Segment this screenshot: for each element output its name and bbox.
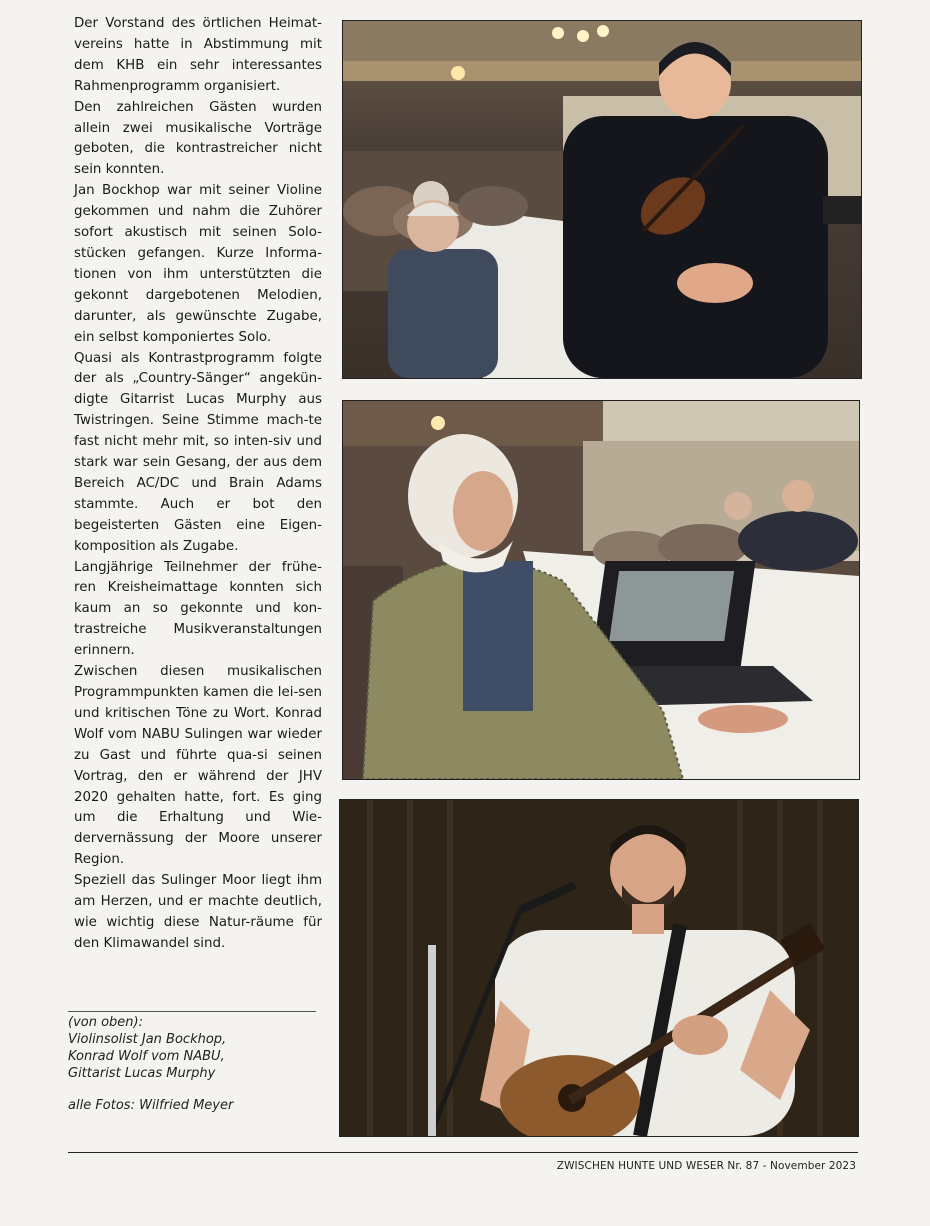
article-paragraph: Der Vorstand des örtlichen Heimat-vereins hatte in Abstimmung mit dem KHB ein sehr interessantes Rahmenprogramm organisiert. xyxy=(74,16,322,94)
caption-line: Konrad Wolf vom NABU, xyxy=(68,1049,225,1064)
article-paragraph: Quasi als Kontrastprogramm folgte der als „Country-Sänger“ angekün-digte Gitarrist Lucas Murphy aus Twistringen. Seine Stimme mach-te fast nicht mehr mit, so inten-siv und stark war sein Gesang, der aus dem Bereich AC/DC und Brain Adams stammte. Auch er bot den begeisterten Gästen eine Eigen-komposition als Zugabe. xyxy=(74,350,322,554)
photo-violinist xyxy=(342,20,862,379)
article-paragraph: Jan Bockhop war mit seiner Violine gekommen und nahm die Zuhörer sofort akustisch mit seinen Solo-stücken gefangen. Kurze Informa-tionen von ihm unterstützten die gekonnt dargebotenen Melodien, darunter, als gewünschte Zugabe, ein selbst komponiertes Solo. xyxy=(74,183,322,345)
article-paragraph: Speziell das Sulinger Moor liegt ihm am Herzen, und er machte deutlich, wie wichtig diese Natur-räume für den Klimawandel sind. xyxy=(74,873,322,951)
article-paragraph: Langjährige Teilnehmer der frühe-ren Kreisheimattage konnten sich kaum an so gekonnte und kon-trastreiche Musikveranstaltungen erinnern. xyxy=(74,559,322,659)
page-footer: ZWISCHEN HUNTE UND WESER Nr. 87 - November 2023 xyxy=(556,1160,856,1172)
caption-line: Gittarist Lucas Murphy xyxy=(68,1066,216,1081)
caption-line: (von oben): xyxy=(68,1015,143,1030)
photo-violinist-image xyxy=(343,21,861,378)
caption-divider xyxy=(68,1011,316,1012)
article-text xyxy=(74,14,322,955)
caption-line: Violinsolist Jan Bockhop, xyxy=(68,1032,227,1047)
photo-speaker xyxy=(342,400,860,780)
photo-speaker-image xyxy=(343,401,859,779)
photo-caption xyxy=(68,1014,328,1114)
article-paragraph: Zwischen diesen musikalischen Programmpunkten kamen die lei-sen und kritischen Töne zu Wort. Konrad Wolf vom NABU Sulingen war wieder zu Gast und führte qua-si seinen Vortrag, den er während der JHV 2020 gehalten hatte, fort. Es ging um die Erhaltung und Wie-dervernässung der Moore unserer Region. xyxy=(74,664,322,868)
article-paragraph: Den zahlreichen Gästen wurden allein zwei musikalische Vorträge geboten, die kontrastreicher nicht sein konnten. xyxy=(74,99,322,178)
photo-guitarist xyxy=(339,799,859,1137)
photo-credit: alle Fotos: Wilfried Meyer xyxy=(68,1098,234,1113)
photo-guitarist-image xyxy=(340,800,858,1136)
footer-divider xyxy=(68,1152,858,1153)
